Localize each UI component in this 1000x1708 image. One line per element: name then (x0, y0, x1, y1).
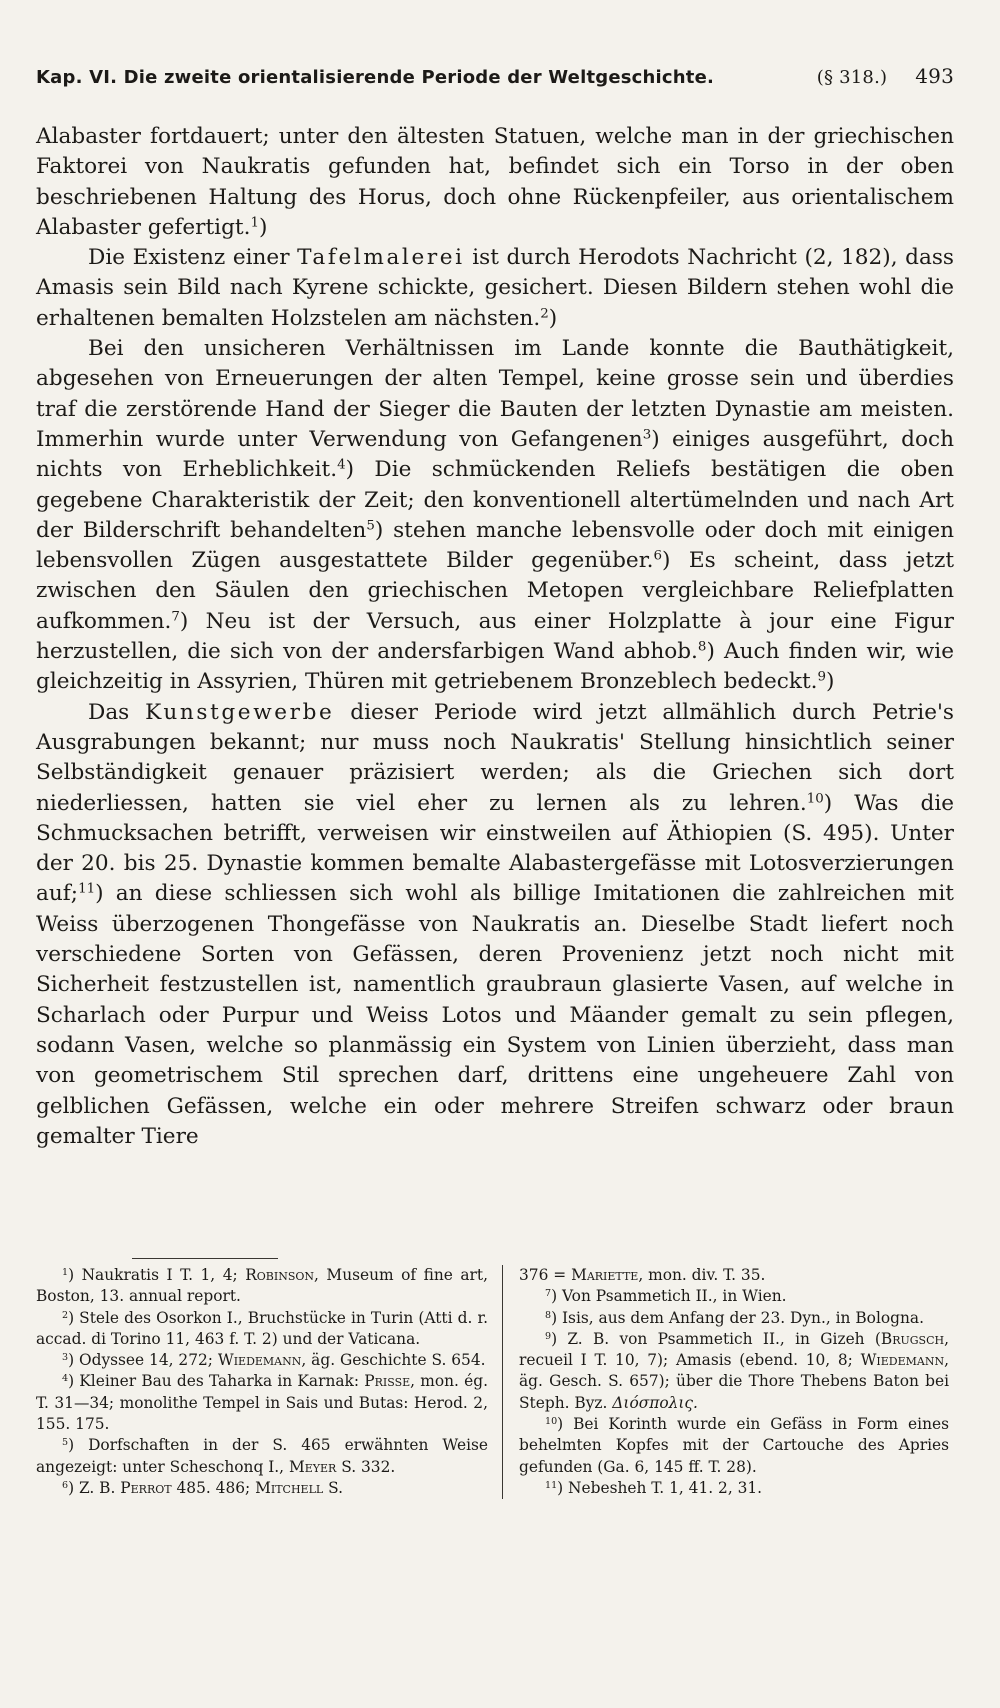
footnote-6-continued: 376 = Mariette, mon. div. T. 35. (519, 1266, 766, 1284)
footnote-ref-8[interactable]: 8 (697, 639, 707, 655)
footnote-ref-4[interactable]: 4 (337, 457, 346, 473)
footnote-ref-9[interactable]: 9 (817, 669, 827, 685)
paragraph-4: Das Kunstgewerbe dieser Periode wird jetzt allmählich durch Petrie's Ausgrabungen bekannt; nur muss noch Naukratis' Stellung hinsichtlich seiner Selbständigkeit genauer präzisiert werden; als die Griechen sich dort niederliessen, hatten sie viel eher zu lernen als zu lehren.$^{10}$) Was die Schmucksachen betrifft, verweisen wir einstweilen auf Äthiopien (S. 495). Unter der 20. bis 25. Dynastie kommen bemalte Alabastergefässe mit Lotosverzierungen auf;$^{11}$) an diese schliessen sich wohl als billige Imitationen die zahlreichen mit Weiss überzogenen Thongefässe von Naukratis an. Dieselbe Stadt liefert noch verschiedene Sorten von Gefässen, deren Provenienz jetzt noch nicht mit Sicherheit festzustellen ist, namentlich graubraun glasierte Vasen, auf welche in Scharlach oder Purpur und Weiss Lotos und Mäander gemalt zu sein pflegen, sodann Vasen, welche so planmässig ein System von Linien überzieht, dass man von geometrischem Stil sprechen darf, drittens eine ungeheuere Zahl von gelblichen Gefässen, welche ein oder mehrere Streifen schwarz oder braun gemalter Tiere (36, 699, 955, 1149)
running-head (36, 64, 954, 106)
paragraph-1: Alabaster fortdauert; unter den ältesten Statuen, welche man in der griechischen Faktorei von Naukratis gefunden hat, befindet sich ein Torso in der oben beschriebenen Haltung des Horus, doch ohne Rückenpfeiler, aus orientalischem Alabaster gefertigt.$^1$) (36, 124, 954, 240)
footnote-ref-7[interactable]: 7 (171, 609, 180, 625)
body-text (36, 122, 954, 1152)
footnote-11: $^{11}$) Nebesheh T. 1, 41. 2, 31. (545, 1478, 763, 1497)
chapter-title: Kap. VI. Die zweite orientalisierende Periode der Weltgeschichte. (36, 67, 715, 88)
footnote-ref-2[interactable]: 2 (540, 306, 549, 322)
spaced-term: Kunstgewerbe (145, 699, 335, 725)
footnote-6: $^6$) Z. B. Perrot 485. 486; Mitchell S. (62, 1478, 343, 1497)
footnote-column-right (503, 1265, 949, 1499)
page-number: 493 (915, 64, 954, 88)
footnote-7: $^7$) Von Psammetich II., in Wien. (545, 1287, 787, 1306)
footnote-rule (132, 1258, 278, 1259)
footnote-columns (36, 1265, 966, 1499)
spaced-term: Tafelmalerei (297, 245, 465, 271)
page (36, 64, 954, 1152)
footnote-ref-5[interactable]: 5 (366, 518, 375, 534)
footnote-column-left (36, 1265, 503, 1499)
paragraph-3: Bei den unsicheren Verhältnissen im Lande konnte die Bauthätigkeit, abgesehen von Erneuerungen der alten Tempel, keine grosse sein und überdies traf die zerstörende Hand der Sieger die Bauten der letzten Dynastie am meisten. Immerhin wurde unter Verwendung von Gefangenen$^3$) einiges ausgeführt, doch nichts von Erheblichkeit.$^4$) Die schmückenden Reliefs bestätigen die oben gegebene Charakteristik der Zeit; den konventionell altertümelnden und nach Art der Bilderschrift behandelten$^5$) stehen manche lebensvolle oder doch mit einigen lebensvollen Zügen ausgestattete Bilder gegenüber.$^6$) Es scheint, dass jetzt zwischen den Säulen den griechischen Metopen vergleichbare Reliefplatten aufkommen.$^7$) Neu ist der Versuch, aus einer Holzplatte à jour eine Figur herzustellen, die sich von der andersfarbigen Wand abhob.$^8$) Auch finden wir, wie gleichzeitig in Assyrien, Thüren mit getriebenem Bronzeblech bedeckt.$^9$) (36, 336, 955, 695)
footnote-ref-6[interactable]: 6 (653, 548, 663, 564)
paragraph-2: Die Existenz einer Tafelmalerei ist durch Herodots Nachricht (2, 182), dass Amasis sein Bild nach Kyrene schickte, gesichert. Diesen Bildern stehen wohl die erhaltenen bemalten Holzstelen am nächsten.$^2$) (36, 245, 954, 331)
footnotes (36, 1258, 966, 1499)
footnote-1: $^1$) Naukratis I T. 1, 4; Robinson, Museum of fine art, Boston, 13. annual report. (36, 1266, 488, 1306)
footnote-5: $^5$) Dorfschaften in der S. 465 erwähnten Weise angezeigt: unter Scheschonq I., Meyer S. 332. (36, 1436, 488, 1476)
footnote-8: $^8$) Isis, aus dem Anfang der 23. Dyn., in Bologna. (545, 1308, 924, 1327)
footnote-ref-11[interactable]: 11 (78, 882, 96, 898)
footnote-4: $^4$) Kleiner Bau des Taharka in Karnak: Prisse, mon. ég. T. 31—34; monolithe Tempel in Sais und Butas: Herod. 2, 155. 175. (36, 1372, 488, 1434)
footnote-ref-1[interactable]: 1 (250, 215, 259, 231)
section-number: (§ 318.) (816, 67, 888, 88)
footnote-10: $^{10}$) Bei Korinth wurde ein Gefäss in Form eines behelmten Kopfes mit der Cartouche des Apries gefunden (Ga. 6, 145 ff. T. 28). (519, 1415, 949, 1476)
footnote-ref-3[interactable]: 3 (642, 427, 652, 443)
footnote-9: $^9$) Z. B. von Psammetich II., in Gizeh (Brugsch, recueil I T. 10, 7); Amasis (ebend. 10, 8; Wiedemann, äg. Gesch. S. 657); über die Thore Thebens Baton bei Steph. Byz. Διόσπολις. (519, 1329, 949, 1412)
footnote-2: $^2$) Stele des Osorkon I., Bruchstücke in Turin (Atti d. r. accad. di Torino 11, 463 f. T. 2) und der Vaticana. (36, 1308, 488, 1348)
footnote-ref-10[interactable]: 10 (806, 791, 824, 807)
footnote-3: $^3$) Odyssee 14, 272; Wiedemann, äg. Geschichte S. 654. (62, 1351, 486, 1370)
